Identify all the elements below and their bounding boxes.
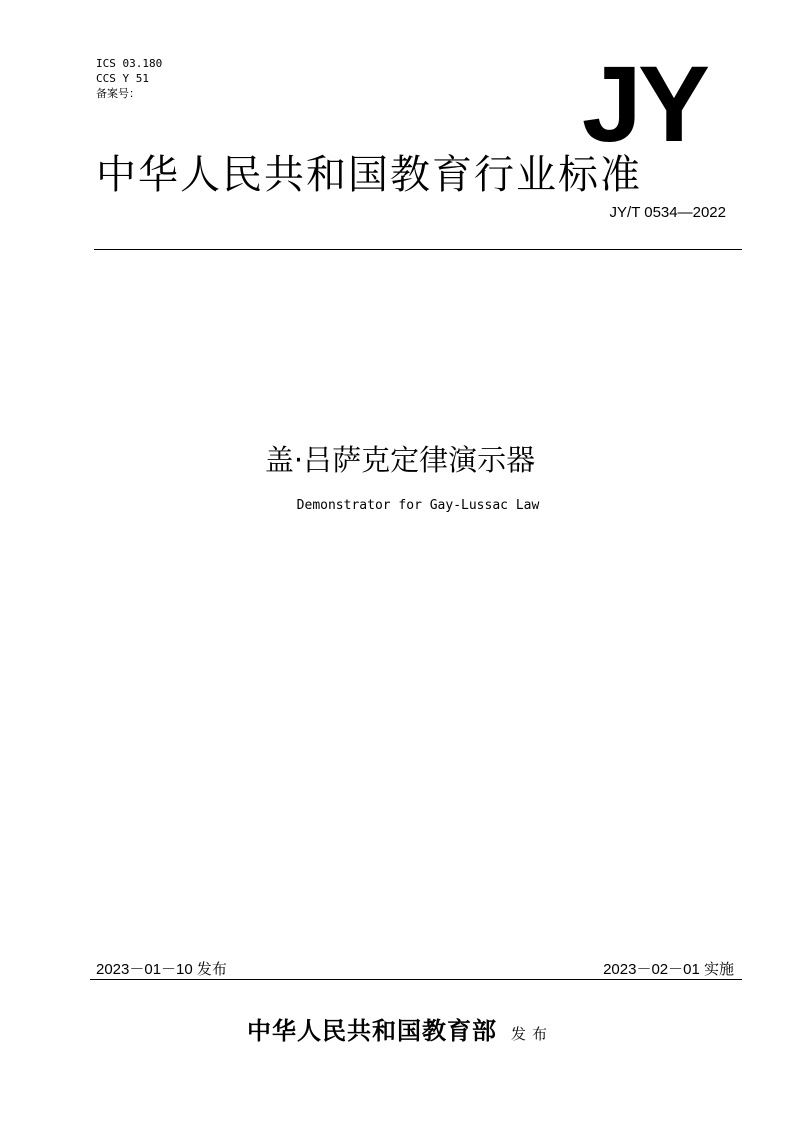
ccs-code: CCS Y 51 <box>96 72 149 85</box>
bottom-divider <box>90 979 742 980</box>
document-title-english: Demonstrator for Gay-Lussac Law <box>296 498 540 513</box>
implementation-date: 2023－02－01 实施 <box>603 961 734 978</box>
top-divider <box>94 249 742 250</box>
filing-number-label: 备案号： <box>96 87 140 100</box>
jy-logo: JY <box>581 43 706 164</box>
document-title-chinese: 盖·吕萨克定律演示器 <box>264 443 536 477</box>
standard-number: JY/T 0534—2022 <box>609 204 726 221</box>
ics-code: ICS 03.180 <box>96 57 163 70</box>
classification-codes <box>96 56 162 101</box>
publisher-action: 发布 <box>510 1025 553 1043</box>
publisher-name: 中华人民共和国教育部 <box>246 1016 497 1045</box>
standard-category-title: 中华人民共和国教育行业标准 <box>96 152 642 198</box>
issue-date: 2023－01－10 发布 <box>96 961 227 978</box>
publisher-line <box>0 1014 800 1051</box>
